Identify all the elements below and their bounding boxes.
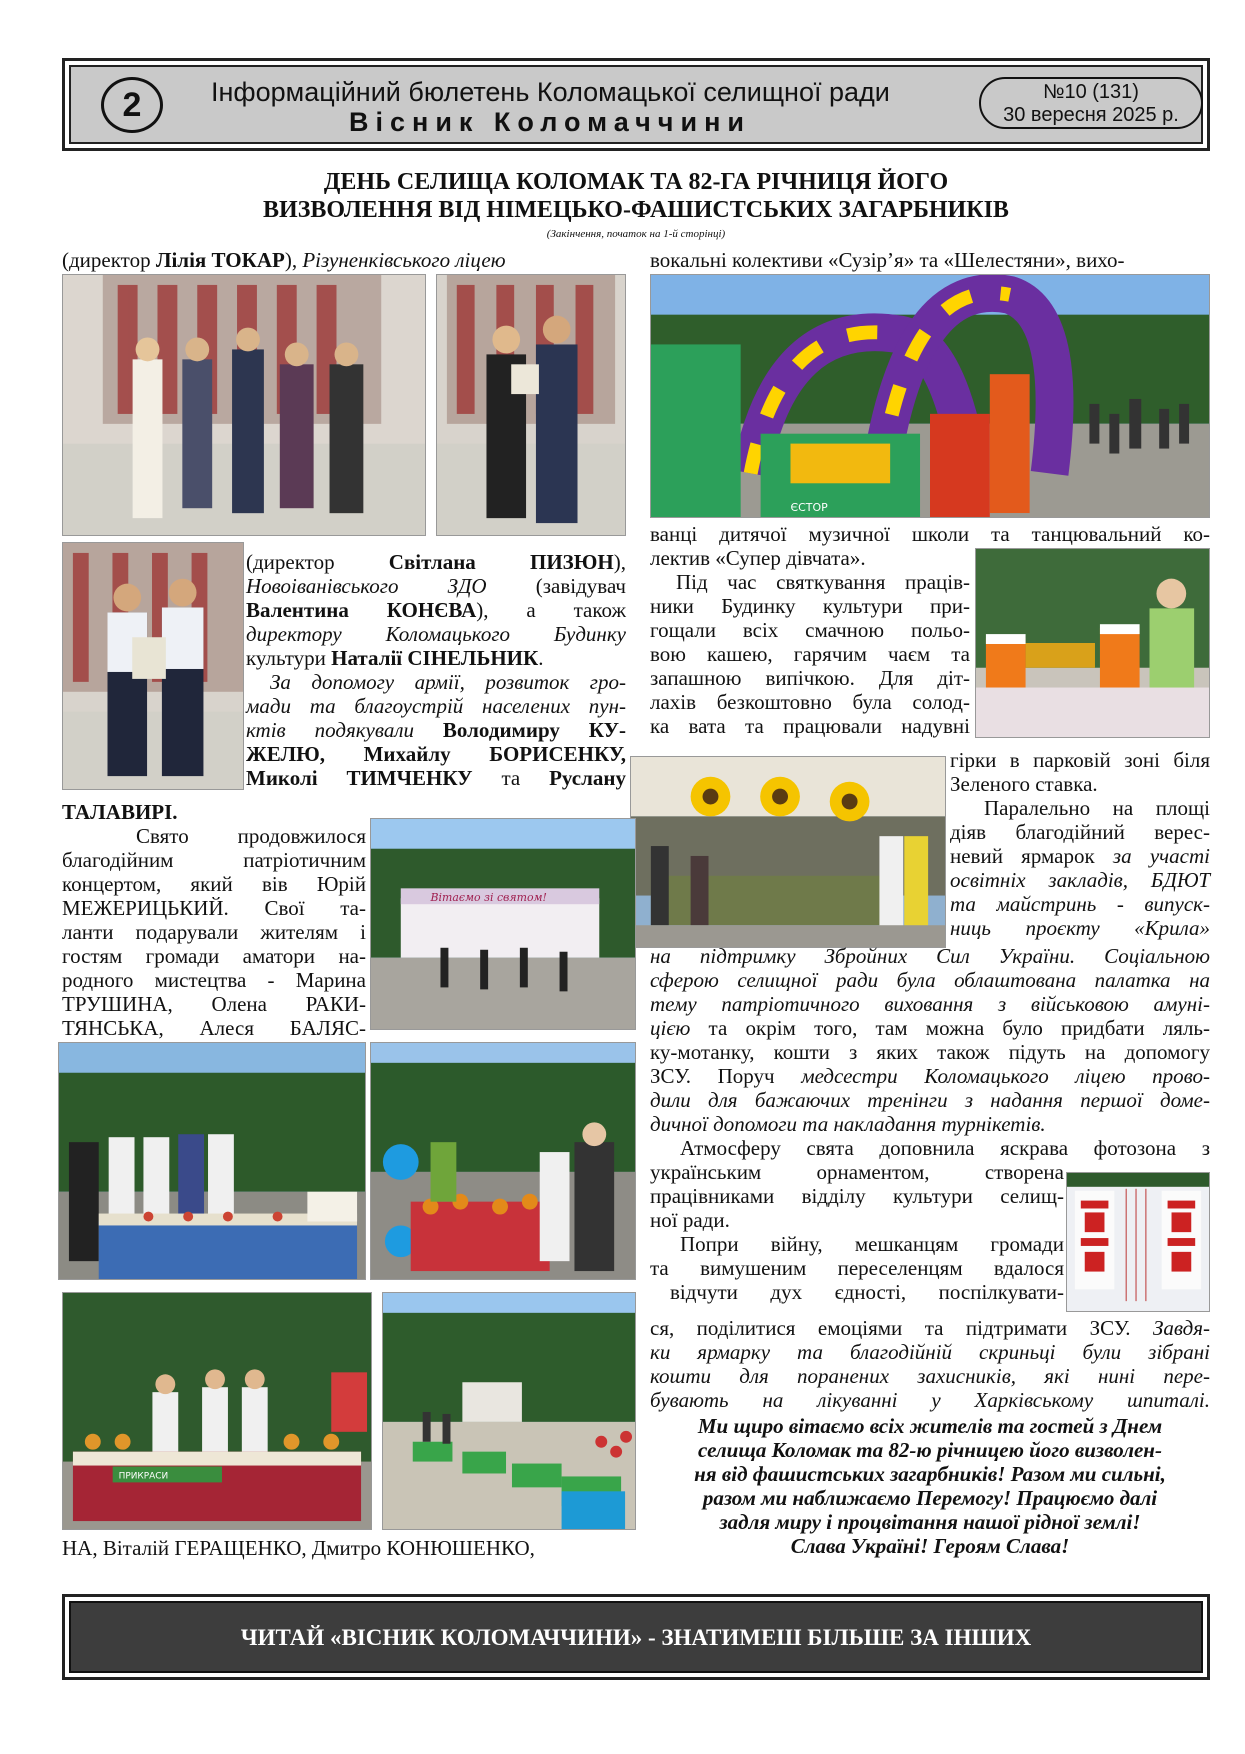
text-line: концертом, який вів Юрій (62, 872, 366, 896)
text-line: благодійним патріотичним (62, 848, 366, 872)
text-line: вою кашею, гарячим чаєм та (650, 642, 970, 666)
person-name: Лілія ТОКАР (155, 248, 285, 272)
text-run: . (538, 646, 544, 670)
text-line (246, 550, 626, 574)
text-line: Попри війну, мешканцям громади (680, 1232, 1064, 1256)
photo-ornament-photozone (1066, 1172, 1210, 1312)
stage-banner-text: Вітаємо зі святом! (430, 891, 547, 905)
photo-couple (436, 274, 626, 536)
photo-fair-table-group-image (59, 1043, 365, 1279)
text-run: ниць проєкту «Крила» (950, 916, 1210, 940)
person-name: ЖЕЛЮ, Михайлу БОРИСЕНКУ, (246, 742, 626, 766)
photo-tea-station-image (976, 549, 1209, 737)
text-line: гощали всіх смачною польо- (650, 618, 970, 642)
left-mid-end (62, 800, 178, 824)
text-line (246, 766, 626, 790)
text-line (650, 992, 1210, 1016)
text-line (246, 574, 626, 598)
text-line (650, 1112, 1210, 1136)
text-line: відчути дух єдності, поспілкувати- (670, 1280, 1064, 1304)
photo-two-men (62, 542, 244, 790)
text-line: ланти подарували жителям і (62, 920, 366, 944)
photo-sunflower-fair (630, 756, 946, 948)
text-line: ка вата та працювали надувні (650, 714, 970, 738)
page-number: 2 (101, 77, 163, 133)
text-run: культури (246, 646, 332, 670)
photo-fair-table-group (58, 1042, 366, 1280)
institution-name: Різуненківського ліцею (302, 248, 506, 272)
article-title-line1: ДЕНЬ СЕЛИЩА КОЛОМАК ТА 82-ГА РІЧНИЦЯ ЙОГО (323, 169, 949, 195)
masthead-inner (69, 65, 1203, 144)
text-line: родного мистецтва - Марина (62, 968, 366, 992)
table-sign-text: ПРИКРАСИ (118, 1471, 169, 1482)
photo-ornament-photozone-image (1067, 1173, 1209, 1311)
person-name: Володимиру КУ- (442, 718, 627, 742)
issue-badge (979, 77, 1203, 129)
text-line: Паралельно на площі (984, 796, 1210, 820)
person-name: Валентина КОНЄВА (246, 598, 477, 622)
text-line: українським орнаментом, створена (650, 1160, 1064, 1184)
text-line: ники Будинку культури при- (650, 594, 970, 618)
text-line (650, 1316, 1210, 1340)
institution-name: директору Коломацького Будинку (246, 622, 626, 646)
photo-award-group-image (63, 275, 425, 535)
right-mid-text-c (950, 748, 1210, 940)
photo-tea-station (975, 548, 1210, 738)
text-run: ), а також (476, 598, 626, 622)
text-line (650, 1388, 1210, 1412)
person-name: Наталії СІНЕЛЬНИК (331, 646, 539, 670)
text-line: Зеленого ставка. (950, 772, 1098, 796)
photo-park-stalls (382, 1292, 636, 1530)
text-line (246, 742, 626, 766)
text-run: та окрім того, там можна було придбати ляль- (690, 1016, 1210, 1040)
text-run: (директор (62, 248, 156, 272)
text-line: ТЯНСЬКА, Алеся БАЛЯС- (62, 1016, 366, 1040)
text-line: задля миру і процвітання нашої рідної землі! (719, 1510, 1141, 1534)
photo-crafts-table (62, 1292, 372, 1530)
text-run: За допомогу армії, розвиток гро- (270, 670, 626, 694)
text-run: медсестри Коломацького ліцею прово- (801, 1064, 1211, 1088)
text-line: ванці дитячої музичної школи та танцювальний ко- (650, 522, 1210, 546)
text-line (246, 646, 626, 670)
text-line (950, 916, 1210, 940)
article-title (62, 168, 1210, 224)
text-run: кошти для поранених захисників, які нині пере- (650, 1364, 1210, 1388)
masthead (62, 58, 1210, 151)
photo-inflatable-slides-image (651, 275, 1209, 517)
right-mid-text-f (650, 1316, 1210, 1412)
photo-park-stalls-image (383, 1293, 635, 1529)
person-name: ТАЛАВИРІ. (62, 800, 178, 824)
text-run: (завідувач (486, 574, 626, 598)
text-line: ку-мотанку, кошти з яких також підуть на допомогу (650, 1040, 1210, 1064)
footer-banner (62, 1594, 1210, 1680)
text-run: освітніх закладів, БДЮТ (950, 868, 1210, 892)
right-mid-text-b (650, 570, 970, 738)
text-line: лахів безкоштовно була солод- (650, 690, 970, 714)
text-line: запашною випічкою. Для діт- (650, 666, 971, 690)
text-line (246, 622, 626, 646)
person-name: Миколі ТИМЧЕНКУ (246, 766, 473, 790)
text-line: гірки в парковій зоні біля (950, 748, 1210, 772)
text-run: ктів подякували (246, 718, 443, 742)
text-line (650, 1088, 1210, 1112)
text-line: селища Коломак та 82-ю річницею його визволен- (698, 1438, 1162, 1462)
photo-concert-stage-image (371, 819, 635, 1029)
text-line: ТРУШИНА, Олена РАКИ- (62, 992, 366, 1016)
right-mid-text-d (650, 944, 1210, 1160)
photo-crafts-table-image (63, 1293, 371, 1529)
text-line (950, 844, 1210, 868)
text-run: ), (284, 248, 303, 272)
text-run: та майстринь - випуск- (950, 892, 1210, 916)
text-run: бувають на лікуванні у Харківському шпиталі. (650, 1388, 1210, 1412)
text-line: разом ми наближаємо Перемогу! Працюємо далі (702, 1486, 1158, 1510)
text-line: гостям громади аматори на- (62, 944, 366, 968)
photo-couple-image (437, 275, 625, 535)
issue-number: №10 (131) (1043, 81, 1139, 103)
text-line (246, 694, 626, 718)
text-line: ня від фашистських загарбників! Разом ми сильні, (694, 1462, 1166, 1486)
left-concert-text (62, 824, 366, 1040)
right-mid-text-e (650, 1160, 1064, 1304)
person-name: Світлана ПИЗЮН (388, 550, 614, 574)
photo-two-men-image (63, 543, 243, 789)
text-line (650, 1016, 1210, 1040)
left-mid-text (246, 550, 626, 790)
text-line: Слава Україні! Героям Слава! (790, 1534, 1070, 1558)
text-run: цією (650, 1016, 691, 1040)
text-line: працівниками відділу культури селищ- (650, 1184, 1064, 1208)
text-run: ЗСУ. Поруч (650, 1064, 802, 1088)
issue-date: 30 вересня 2025 р. (1003, 104, 1179, 126)
text-line (650, 944, 1210, 968)
text-run: на підтримку Збройних Сил України. Соціальною (650, 944, 1210, 968)
left-bottom-text: НА, Віталій ГЕРАЩЕНКО, Дмитро КОНЮШЕНКО, (62, 1536, 535, 1560)
text-run: дичної допомоги та накладання турнікетів. (650, 1112, 1046, 1136)
photo-sunflower-fair-image (631, 757, 945, 947)
text-line: Під час святкування праців- (676, 570, 970, 594)
text-run: та (472, 766, 550, 790)
text-line (246, 598, 626, 622)
text-line: МЕЖЕРИЦЬКИЙ. Свої та- (62, 896, 366, 920)
text-run: сферою селищної ради була облаштована палатка на (650, 968, 1210, 992)
text-run: (директор (246, 550, 389, 574)
text-line (950, 892, 1210, 916)
text-line: та вимушеним переселенцям вдалося (650, 1256, 1064, 1280)
text-run: Завдя- (1153, 1316, 1210, 1340)
text-run: Для діт- (878, 666, 971, 690)
photo-fair-colorful (370, 1042, 636, 1280)
photo-award-group (62, 274, 426, 536)
text-line (950, 868, 1210, 892)
institution-name: Новоіванівського ЗДО (246, 574, 487, 598)
footer-slogan: ЧИТАЙ «ВІСНИК КОЛОМАЧЧИНИ» - ЗНАТИМЕШ БІЛЬШЕ ЗА ІНШИХ (69, 1601, 1203, 1673)
left-top-text (62, 248, 626, 272)
text-run: тему патріотичного виховання з військовою амуні- (650, 992, 1210, 1016)
text-line (246, 718, 626, 742)
text-line: Атмосферу свята доповнила яскрава фотозона з (680, 1136, 1210, 1160)
closing-greeting (650, 1414, 1210, 1558)
text-line (650, 1340, 1210, 1364)
photo-fair-colorful-image (371, 1043, 635, 1279)
text-run: за участі (1112, 844, 1210, 868)
text-run: невий ярмарок (950, 844, 1113, 868)
photo-inflatable-slides (650, 274, 1210, 518)
text-line: діяв благодійний верес- (950, 820, 1210, 844)
person-name: Руслану (549, 766, 626, 790)
text-run: ся, поділитися емоціями та підтримати ЗСУ. (650, 1316, 1153, 1340)
right-top-text: вокальні колективи «Сузір’я» та «Шелестяни», вихо- (650, 248, 1125, 272)
text-run: дили для бажаючих тренінги з надання першої доме- (650, 1088, 1210, 1112)
bulletin-subtitle: Інформаційний бюлетень Коломацької селищної ради (211, 77, 890, 107)
photo-concert-stage (370, 818, 636, 1030)
text-line (246, 670, 626, 694)
newspaper-name: Вісник Коломаччини (349, 107, 751, 137)
text-run: ), (613, 550, 626, 574)
text-line: лектив «Супер дівчата». (650, 546, 866, 570)
text-line (650, 1064, 1210, 1088)
text-run: мади та благоустрій населених пун- (246, 694, 626, 718)
article-title-line2: ВИЗВОЛЕННЯ ВІД НІМЕЦЬКО-ФАШИСТСЬКИХ ЗАГАРБНИКІВ (263, 197, 1009, 223)
text-line: Ми щиро вітаємо всіх жителів та гостей з Днем (697, 1414, 1163, 1438)
text-line (650, 1364, 1210, 1388)
text-line (650, 968, 1210, 992)
text-line: ної ради. (650, 1208, 730, 1232)
text-line: Свято продовжилося (136, 824, 366, 848)
text-run: ки ярмарку та благодійній скриньці були зібрані (650, 1340, 1210, 1364)
slide-brand-label: ЄСТОР (790, 501, 828, 515)
continuation-note: (Закінчення, початок на 1-й сторінці) (546, 228, 726, 240)
